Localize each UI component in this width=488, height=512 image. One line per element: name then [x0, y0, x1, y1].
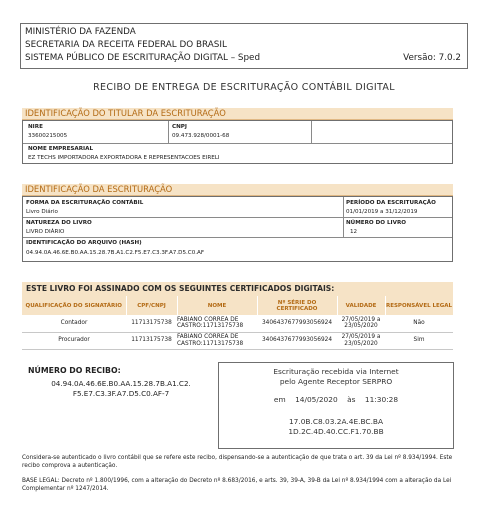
- col-responsavel: RESPONSÁVEL LEGAL: [385, 296, 453, 315]
- nire-value: 33600215005: [28, 133, 68, 139]
- recebimento-date: 14/05/2020: [295, 395, 338, 404]
- header-box: [20, 23, 468, 69]
- cell-validade: 27/05/2019 a 23/05/2020: [337, 332, 385, 349]
- cell-responsavel: Não: [385, 315, 453, 332]
- cnpj-value: 09.473.928/0001-68: [172, 133, 230, 139]
- recebimento-line2: pelo Agente Receptor SERPRO: [279, 377, 393, 386]
- cell-cpf: 11713175738: [126, 315, 177, 332]
- table-row: [22, 315, 453, 332]
- recebimento-code1: 17.0B.C8.03.2A.4E.BC.BA: [288, 417, 384, 426]
- natureza-value: LIVRO DIÁRIO: [26, 229, 65, 235]
- em-label: em: [273, 395, 286, 404]
- forma-label: FORMA DA ESCRITURAÇÃO CONTÁBIL: [26, 200, 144, 206]
- cell-serie: 3406437677993056924: [257, 315, 337, 332]
- recibo-label: NÚMERO DO RECIBO:: [28, 366, 121, 375]
- numero-livro-label: NÚMERO DO LIVRO: [346, 220, 407, 226]
- as-label: às: [347, 395, 356, 404]
- base-legal: BASE LEGAL: Decreto nº 1.800/1996, com a alteração do Decreto nº 8.683/2016, e arts. 39, 39-A, 39-B da Lei nº 8.934/1994 com a alteração da Lei Complementar nº 1247/2014.: [22, 478, 452, 492]
- titular-box: [22, 120, 453, 164]
- cell-responsavel: Sim: [385, 332, 453, 349]
- version-label: Versão: 7.0.2: [403, 53, 461, 63]
- cell-validade: 27/05/2019 a 23/05/2020: [337, 315, 385, 332]
- cnpj-label: CNPJ: [172, 124, 187, 130]
- escrituracao-box: [22, 196, 453, 262]
- nome-empresarial-label: NOME EMPRESARIAL: [28, 146, 94, 152]
- table-row: [22, 332, 453, 349]
- hash-label: IDENTIFICAÇÃO DO ARQUIVO (HASH): [26, 240, 142, 246]
- cell-qualificacao: Contador: [22, 315, 126, 332]
- cell-cpf: 11713175738: [126, 332, 177, 349]
- nome-empresarial-value: EZ TECHS IMPORTADORA EXPORTADORA E REPRESENTACOES EIRELI: [28, 155, 220, 161]
- system-name: SISTEMA PÚBLICO DE ESCRITURAÇÃO DIGITAL – Sped: [25, 53, 261, 63]
- cell-serie: 3406437677993056924: [257, 332, 337, 349]
- recebimento-time: 11:30:28: [364, 395, 399, 404]
- certificados-section: [22, 282, 453, 352]
- section-titular-header: IDENTIFICAÇÃO DO TITULAR DA ESCRITURAÇÃO: [22, 108, 453, 120]
- col-nome: NOME: [177, 296, 257, 315]
- recebimento-line1: Escrituração recebida via Internet: [273, 367, 399, 376]
- cell-qualificacao: Procurador: [22, 332, 126, 349]
- numero-livro-value: 12: [350, 229, 358, 235]
- recebimento-box: [218, 362, 454, 449]
- col-serie: Nº SÉRIE DO CERTIFICADO: [257, 296, 337, 315]
- col-qualificacao: QUALIFICAÇÃO DO SIGNATÁRIO: [22, 296, 126, 315]
- cell-nome: FABIANO CORREA DE CASTRO:11713175738: [177, 332, 257, 349]
- autenticacao-note: Considera-se autenticado o livro contábil que se refere este recibo, dispensando-se a autenticação de que trata o art. 39 da Lei nº 8.934/1994. Este recibo comprova a autenticação.: [22, 455, 453, 469]
- recibo-number-line1: 04.94.0A.46.6E.B0.AA.15.28.7B.A1.C2.: [51, 379, 191, 388]
- cell-nome: FABIANO CORREA DE CASTRO:11713175738: [177, 315, 257, 332]
- recibo-number: [26, 379, 216, 399]
- forma-value: Livro Diário: [26, 209, 58, 215]
- periodo-label: PERÍODO DA ESCRITURAÇÃO: [346, 200, 436, 206]
- recebimento-datetime: [219, 395, 453, 405]
- col-cpf: CPF/CNPJ: [126, 296, 177, 315]
- natureza-label: NATUREZA DO LIVRO: [26, 220, 92, 226]
- col-validade: VALIDADE: [337, 296, 385, 315]
- nire-label: NIRE: [28, 124, 43, 130]
- certificados-heading: ESTE LIVRO FOI ASSINADO COM OS SEGUINTES CERTIFICADOS DIGITAIS:: [22, 282, 453, 296]
- secretariat-name: SECRETARIA DA RECEITA FEDERAL DO BRASIL: [25, 40, 227, 50]
- ministry-name: MINISTÉRIO DA FAZENDA: [25, 27, 136, 37]
- section-escrituracao-header: IDENTIFICAÇÃO DA ESCRITURAÇÃO: [22, 184, 453, 196]
- periodo-value: 01/01/2019 a 31/12/2019: [346, 209, 418, 215]
- recebimento-code2: 1D.2C.4D.40.CC.F1.70.BB: [288, 427, 384, 436]
- recibo-number-line2: F5.E7.C3.3F.A7.D5.C0.AF-7: [72, 389, 170, 398]
- page-title: RECIBO DE ENTREGA DE ESCRITURAÇÃO CONTÁBIL DIGITAL: [93, 82, 395, 93]
- hash-value: 04.94.0A.46.6E.B0.AA.15.28.7B.A1.C2.F5.E7.C3.3F.A7.D5.C0.AF: [26, 250, 205, 256]
- certificados-table: [22, 296, 454, 350]
